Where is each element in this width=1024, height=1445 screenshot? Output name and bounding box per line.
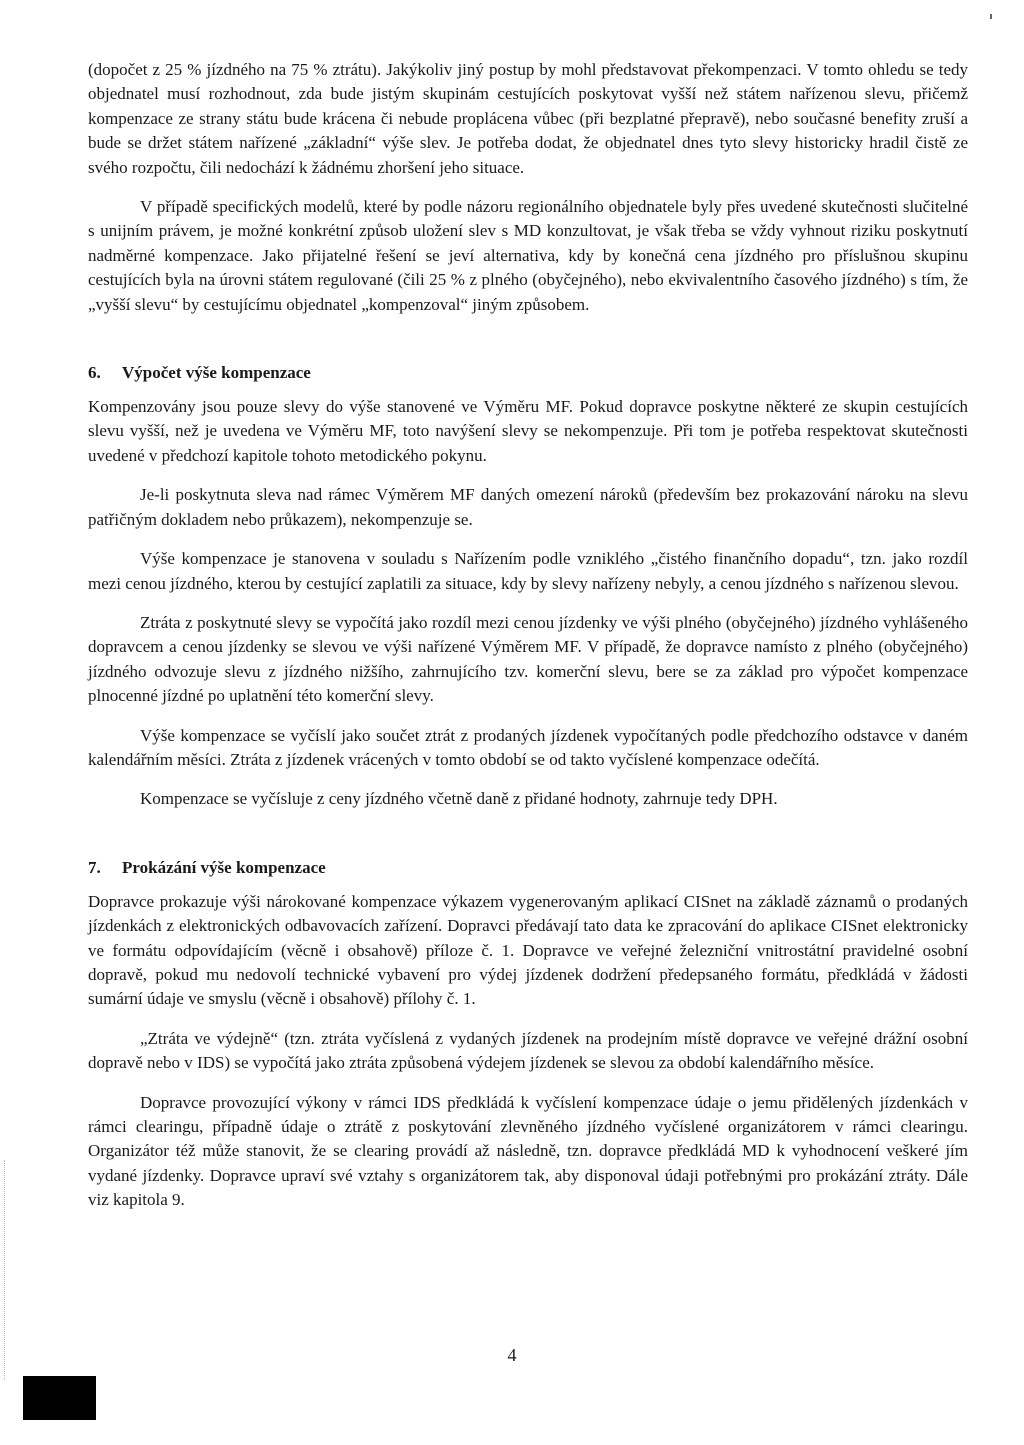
section-6-title: Výpočet výše kompenzace [122,363,311,383]
page-content [88,58,968,1213]
section-7-number: 7. [88,857,101,877]
section-7-paragraph: Dopravce prokazuje výši nárokované kompenzace výkazem vygenerovaným aplikací CISnet na základě záznamů o prodaných jízdenkách z elektronických odbavovacích zařízení. Dopravci předávají tato data ke zpracování do aplikace CISnet elektronicky ve formátu odpovídajícím (věcně i obsahově) příloze č. 1. Dopravce ve veřejné železniční vnitrostátní pravidelné osobní dopravě, pokud mu nedovolí technické vybavení pro výdej jízdenek dodržení předepsaného formátu, předkládá v žádosti sumární údaje ve smyslu (věcně i obsahově) přílohy č. 1. [88,891,968,1009]
section-6-number: 6. [88,363,101,383]
paragraph-continuation: (dopočet z 25 % jízdného na 75 % ztrátu). Jakýkoliv jiný postup by mohl představovat překompenzaci. V tomto ohledu se tedy objednatel musí rozhodnout, zda bude jistým skupinám cestujících poskytovat vyšší než státem nařízenou slevu, přičemž kompenzace ze strany státu bude krácena či nebude proplácena vůbec (při bezplatné přepravě), nebo současné benefity zruší a bude se držet státem nařízené „základní“ výše slev. Je potřeba dodat, že objednatel dnes tyto slevy historicky hradil čistě ze svého rozpočtu, čili nedochází k žádnému zhoršení jeho situace. [88,60,968,177]
section-7-title: Prokázání výše kompenzace [122,857,326,877]
section-6-paragraph: Ztráta z poskytnuté slevy se vypočítá jako rozdíl mezi cenou jízdenky ve výši plného (obyčejného) jízdného vyhlášeného dopravcem a cenou jízdenky se slevou ve výši nařízené Výměrem MF. V případě, že dopravce namísto z plného (obyčejného) jízdného odvozuje slevu z jízdného nižšího, zahrnujícího tzv. komerční slevu, bere se za základ pro výpočet kompenzace plnocenné jízdné po uplatnění této komerční slevy. [88,612,968,706]
section-7-paragraph: „Ztráta ve výdejně“ (tzn. ztráta vyčíslená z vydaných jízdenek na prodejním místě dopravce ve veřejné drážní osobní dopravě nebo v IDS) se vypočítá jako ztráta způsobená výdejem jízdenek se slevou za období kalendářního měsíce. [88,1028,968,1073]
section-6-paragraph: Je-li poskytnuta sleva nad rámec Výměrem MF daných omezení nároků (především bez prokazování nároku na slevu patřičným dokladem nebo průkazem), nekompenzuje se. [88,485,968,529]
page-number: 4 [507,1345,517,1365]
section-7-heading [88,858,968,878]
scan-mark [990,14,992,19]
section-6-paragraph: Kompenzovány jsou pouze slevy do výše stanovené ve Výměru MF. Pokud dopravce poskytne některé ze skupin cestujících slevu vyšší, než je uvedena ve Výměru MF, toto navýšení slevy se nekompenzuje. Při tom je potřeba respektovat skutečnosti uvedené v předchozí kapitole tohoto metodického pokynu. [88,397,968,465]
redaction-block [23,1376,96,1420]
paragraph-specific-models: V případě specifických modelů, které by podle názoru regionálního objednatele byly přes uvedené skutečnosti slučitelné s unijním právem, je možné konkrétní způsob uložení slev s MD konzultovat, je však třeba se vždy vyhnout riziku poskytnutí nadměrné kompenzace. Jako přijatelné řešení se jeví alternativa, kdy by konečná cena jízdného pro příslušnou skupinu cestujících byla na úrovni státem regulované (čili 25 % z plného (obyčejného), nebo ekvivalentního časového jízdného) s tím, že „vyšší slevu“ by cestujícímu objednatel „kompenzoval“ jiným způsobem. [88,197,968,314]
section-6-paragraph: Výše kompenzace se vyčíslí jako součet ztrát z prodaných jízdenek vypočítaných podle předchozího odstavce v daném kalendářním měsíci. Ztráta z jízdenek vrácených v tomto období se od takto vyčíslené kompenzace odečítá. [88,725,968,769]
section-6-paragraph: Výše kompenzace je stanovena v souladu s Nařízením podle vzniklého „čistého finančního dopadu“, tzn. jako rozdíl mezi cenou jízdného, kterou by cestující zaplatili za situace, kdy by slevy nařízeny nebyly, a cenou jízdného s nařízenou slevou. [88,549,968,593]
section-7-paragraph: Dopravce provozující výkony v rámci IDS předkládá k vyčíslení kompenzace údaje o jemu přidělených jízdenkách v rámci clearingu, případně údaje o ztrátě z poskytování zlevněného jízdného vyčíslené organizátorem v rámci clearingu. Organizátor též může stanovit, že se clearing provádí až následně, tzn. dopravce předkládá MD k vyhodnocení veškeré jím vydané jízdenky. Dopravce upraví své vztahy s organizátorem tak, aby disponoval údaji potřebnými pro prokázání ztráty. Dále viz kapitola 9. [88,1092,968,1210]
section-6-paragraph: Kompenzace se vyčísluje z ceny jízdného včetně daně z přidané hodnoty, zahrnuje tedy DPH. [140,789,778,809]
section-6-heading [88,363,968,383]
